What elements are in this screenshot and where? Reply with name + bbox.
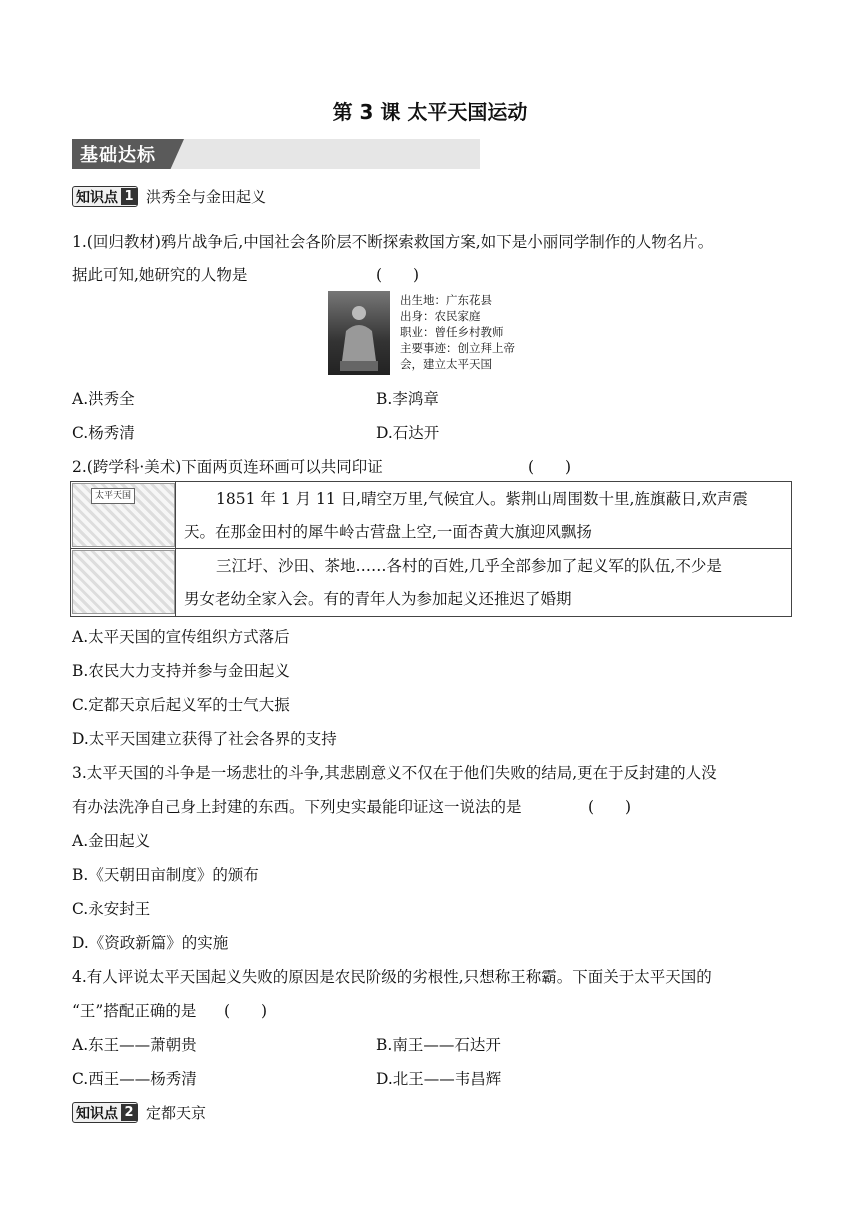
q4-option-b[interactable]: B.南王——石达开 [376,1036,501,1054]
knowledge-point-title: 定都天京 [146,1104,207,1122]
q4-stem-line2: “王”搭配正确的是 [72,1002,197,1020]
q3-option-d[interactable]: D.《资政新篇》的实施 [72,934,229,952]
knowledge-point-2 [72,1102,206,1123]
q3-option-a[interactable]: A.金田起义 [72,832,151,850]
q4-option-a[interactable]: A.东王——萧朝贵 [72,1036,197,1054]
statue-icon [328,291,390,375]
comic-col-divider [175,481,176,617]
comic-panel-1-line2: 天。在那金田村的犀牛岭古营盘上空,一面杏黄大旗迎风飘扬 [184,523,592,541]
q4-answer-blank[interactable]: ( ) [224,1002,268,1020]
card-line-2: 出身：农民家庭 [400,309,481,323]
comic-panel-1-text [184,483,784,516]
card-line-3: 职业：曾任乡村教师 [400,325,504,339]
q1-stem-line2: 据此可知,她研究的人物是 [72,266,248,284]
knowledge-point-badge [72,186,138,207]
q2-option-c[interactable]: C.定都天京后起义军的士气大振 [72,696,290,714]
card-line-4: 主要事迹：创立拜上帝 [400,341,515,355]
q1-option-c[interactable]: C.杨秀清 [72,424,135,442]
q2-option-d[interactable]: D.太平天国建立获得了社会各界的支持 [72,730,337,748]
q2-stem: 2.(跨学科·美术)下面两页连环画可以共同印证 [72,458,383,476]
card-line-5: 会，建立太平天国 [400,357,492,371]
comic-panel-1-image [72,483,175,547]
q1-stem-line1: 1.(回归教材)鸦片战争后,中国社会各阶层不断探索救国方案,如下是小丽同学制作的人物名片。 [72,233,714,251]
comic-panel-2-line1: 三江圩、沙田、茶地……各村的百姓,几乎全部参加了起义军的队伍,不少是 [216,557,722,575]
comic-flag-label: 太平天国 [91,488,135,504]
knowledge-point-1 [72,186,266,207]
q3-option-b[interactable]: B.《天朝田亩制度》的颁布 [72,866,259,884]
q2-answer-blank[interactable]: ( ) [528,458,572,476]
q4-option-c[interactable]: C.西王——杨秀清 [72,1070,197,1088]
q2-option-b[interactable]: B.农民大力支持并参与金田起义 [72,662,290,680]
q3-stem-line1: 3.太平天国的斗争是一场悲壮的斗争,其悲剧意义不仅在于他们失败的结局,更在于反封建的人没 [72,764,717,782]
q1-answer-blank[interactable]: ( ) [376,266,420,284]
portrait-image [328,291,390,375]
card-line-1: 出生地：广东花县 [400,293,492,307]
knowledge-point-badge-label: 知识点 [76,1105,118,1122]
page-title: 第 3 课 太平天国运动 [332,100,528,124]
q3-answer-blank[interactable]: ( ) [588,798,632,816]
knowledge-point-title: 洪秀全与金田起义 [146,188,267,206]
q3-stem-line2: 有办法洗净自己身上封建的东西。下列史实最能印证这一说法的是 [72,798,522,816]
knowledge-point-number: 1 [121,188,137,205]
q4-stem-line1: 4.有人评说太平天国起义失败的原因是农民阶级的劣根性,只想称王称霸。下面关于太平天国的 [72,968,712,986]
comic-panel-2-image [72,550,175,614]
q4-option-d[interactable]: D.北王——韦昌辉 [376,1070,502,1088]
comic-panel-1-line1: 1851 年 1 月 11 日,晴空万里,气候宜人。紫荆山周围数十里,旌旗蔽日,欢声震 [216,490,748,508]
q3-option-c[interactable]: C.永安封王 [72,900,151,918]
section-banner-label: 基础达标 [80,145,156,166]
knowledge-point-number: 2 [121,1104,137,1121]
q2-option-a[interactable]: A.太平天国的宣传组织方式落后 [72,628,290,646]
q1-option-b[interactable]: B.李鸿章 [376,390,439,408]
q1-option-d[interactable]: D.石达开 [376,424,440,442]
comic-panel-2-line2: 男女老幼全家入会。有的青年人为参加起义还推迟了婚期 [184,590,572,608]
knowledge-point-badge-label: 知识点 [76,189,118,206]
knowledge-point-badge [72,1102,138,1123]
q1-option-a[interactable]: A.洪秀全 [72,390,135,408]
